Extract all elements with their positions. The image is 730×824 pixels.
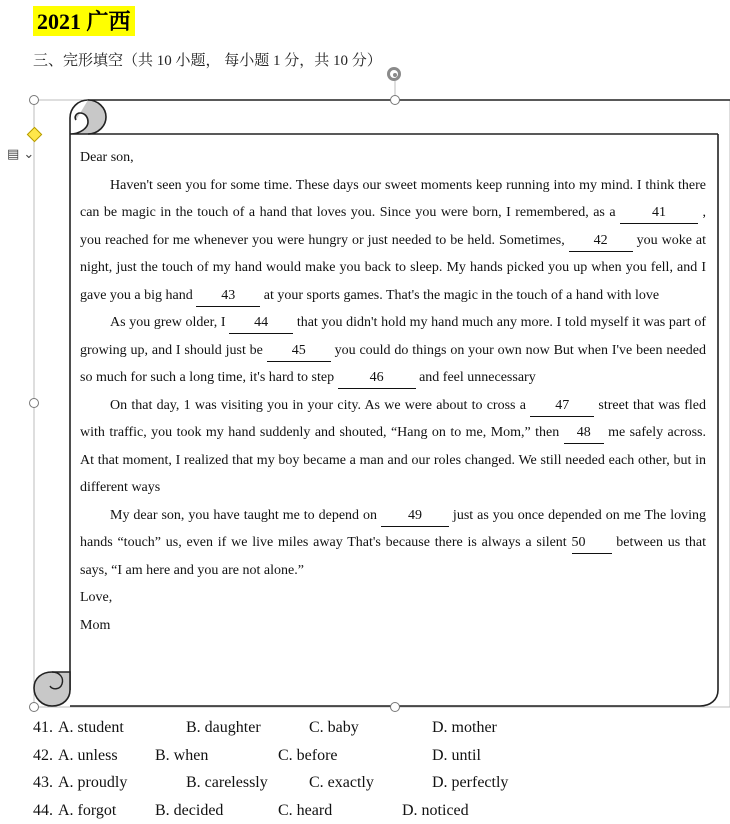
blank-41: 41 (620, 203, 698, 224)
blank-45: 45 (267, 341, 331, 362)
text: you woke at night, just the touch of my hand would make you back to sleep. My hands picked you up when you fell, and I gave you a big hand (80, 233, 706, 303)
option-a: A. proudly (58, 769, 127, 797)
paragraph-1 (80, 172, 706, 310)
text: and feel unnecessary (416, 370, 536, 385)
resize-handle-bottom-center[interactable] (390, 702, 400, 712)
option-b: B. when (155, 742, 208, 770)
resize-handle-middle-left[interactable] (29, 398, 39, 408)
blank-43: 43 (196, 286, 260, 307)
option-d: D. perfectly (432, 769, 508, 797)
option-a: A. student (58, 714, 124, 742)
option-a: A. unless (58, 742, 118, 770)
blank-46: 46 (338, 368, 416, 389)
paragraph-3 (80, 392, 706, 502)
letter-signature: Mom (80, 612, 706, 640)
text: On that day, 1 was visiting you in your city. As we were about to cross a (110, 398, 530, 413)
text: me safely across. At that moment, I realized that my boy became a man and our roles changed. We still needed each other, but in different ways (80, 425, 706, 495)
letter-greeting: Dear son, (80, 144, 706, 172)
option-c: C. heard (278, 797, 332, 824)
question-number: 43. (33, 769, 53, 797)
section-heading: 三、完形填空（共 10 小题， 每小题 1 分，共 10 分） (33, 49, 382, 70)
paragraph-2 (80, 309, 706, 392)
text: street that was fled with traffic, you took my hand suddenly and shouted, “Hang on to me, Mom,” then (80, 398, 706, 441)
rotate-handle[interactable] (387, 67, 401, 81)
text: Haven't seen you for some time. These days our sweet moments keep running into my mind. I think there can be magic in the touch of a hand that loves you. Since you were born, I remembered, as a (80, 178, 706, 221)
option-d: D. until (432, 742, 481, 770)
text: just as you once depended on me The loving hands “touch” us, even if we live miles away That's because there is always a silent (80, 508, 706, 551)
text: , you reached for me whenever you were hungry or just needed to be held. Sometimes, (80, 205, 706, 248)
text: at your sports games. That's the magic in the touch of a hand with love (260, 288, 659, 303)
letter-closing: Love, (80, 584, 706, 612)
blank-50: 50 (572, 533, 612, 554)
question-number: 41. (33, 714, 53, 742)
option-c: C. exactly (309, 769, 374, 797)
option-d: D. mother (432, 714, 497, 742)
scroll-top-curl (70, 100, 730, 134)
text: As you grew older, I (110, 315, 229, 330)
question-number: 44. (33, 797, 53, 824)
option-b: B. daughter (186, 714, 261, 742)
blank-44: 44 (229, 313, 293, 334)
layout-options-icon[interactable]: ▤ ⌄ (7, 147, 34, 162)
question-number: 42. (33, 742, 53, 770)
text: My dear son, you have taught me to depend on (110, 508, 381, 523)
option-c: C. baby (309, 714, 359, 742)
blank-48: 48 (564, 423, 604, 444)
blank-49: 49 (381, 506, 449, 527)
paragraph-4 (80, 502, 706, 585)
text: between us that says, “I am here and you are not alone.” (80, 535, 706, 578)
option-c: C. before (278, 742, 338, 770)
blank-42: 42 (569, 231, 633, 252)
text: you could do things on your own now But when I've been needed so much for such a long time, it's hard to step (80, 343, 706, 386)
page-title: 2021 广西 (33, 6, 135, 36)
resize-handle-bottom-left[interactable] (29, 702, 39, 712)
option-b: B. carelessly (186, 769, 268, 797)
scroll-bottom-roll (34, 672, 70, 706)
blank-47: 47 (530, 396, 594, 417)
letter-text (80, 144, 706, 639)
resize-handle-top-left[interactable] (29, 95, 39, 105)
resize-handle-top-center[interactable] (390, 95, 400, 105)
option-a: A. forgot (58, 797, 116, 824)
text: that you didn't hold my hand much any more. I told myself it was part of growing up, and I should just be (80, 315, 706, 358)
option-b: B. decided (155, 797, 223, 824)
option-d: D. noticed (402, 797, 469, 824)
